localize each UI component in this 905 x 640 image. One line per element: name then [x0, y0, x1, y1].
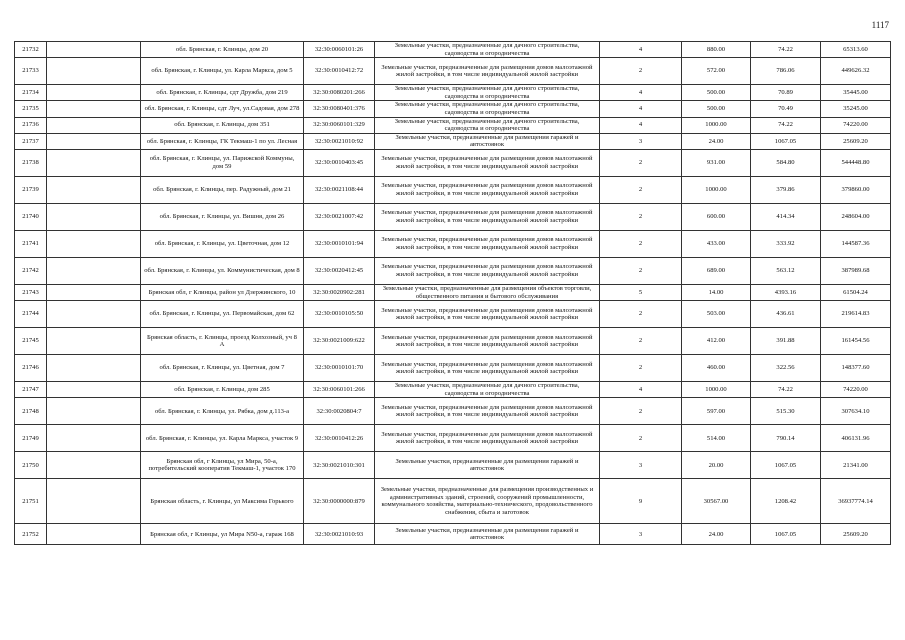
- specific-value-cell: 322.56: [751, 355, 821, 382]
- spacer-cell: [47, 301, 141, 328]
- specific-value-cell: 584.80: [751, 149, 821, 176]
- address-cell: обл. Брянская, г. Клинцы, ул. Цветочная, дом 12: [141, 230, 304, 257]
- area-cell: 600.00: [682, 203, 751, 230]
- specific-value-cell: 70.49: [751, 101, 821, 117]
- land-use-cell: Земельные участки, предназначенные для размещения домов малоэтажной жилой застройки, в том числе индивидуальной жилой застройки: [375, 230, 600, 257]
- cadastral-value-cell: 387989.68: [821, 257, 891, 284]
- row-number-cell: 21735: [15, 101, 47, 117]
- land-use-cell: Земельные участки, предназначенные для размещения объектов торговли, общественного питания и бытового обслуживания: [375, 284, 600, 300]
- area-cell: 500.00: [682, 85, 751, 101]
- table-row: [15, 328, 891, 355]
- row-number-cell: 21738: [15, 149, 47, 176]
- land-use-cell: Земельные участки, предназначенные для дачного строительства, садоводства и огородничества: [375, 117, 600, 133]
- land-use-cell: Земельные участки, предназначенные для размещения домов малоэтажной жилой застройки, в том числе индивидуальной жилой застройки: [375, 355, 600, 382]
- group-cell: 2: [600, 176, 682, 203]
- area-cell: 460.00: [682, 355, 751, 382]
- land-use-cell: Земельные участки, предназначенные для размещения домов малоэтажной жилой застройки, в том числе индивидуальной жилой застройки: [375, 328, 600, 355]
- area-cell: 20.00: [682, 452, 751, 479]
- spacer-cell: [47, 176, 141, 203]
- table-row: [15, 284, 891, 300]
- group-cell: 2: [600, 257, 682, 284]
- land-use-cell: Земельные участки, предназначенные для дачного строительства, садоводства и огородничества: [375, 382, 600, 398]
- specific-value-cell: 414.34: [751, 203, 821, 230]
- row-number-cell: 21751: [15, 479, 47, 524]
- spacer-cell: [47, 524, 141, 545]
- land-use-cell: Земельные участки, предназначенные для дачного строительства, садоводства и огородничества: [375, 101, 600, 117]
- area-cell: 572.00: [682, 58, 751, 85]
- area-cell: 30567.00: [682, 479, 751, 524]
- group-cell: 3: [600, 452, 682, 479]
- row-number-cell: 21740: [15, 203, 47, 230]
- area-cell: 14.00: [682, 284, 751, 300]
- cadastral-number-cell: 32:30:0010412:72: [304, 58, 375, 85]
- cadastral-value-cell: 379860.00: [821, 176, 891, 203]
- cadastral-value-cell: 61504.24: [821, 284, 891, 300]
- spacer-cell: [47, 355, 141, 382]
- spacer-cell: [47, 284, 141, 300]
- cadastral-number-cell: 32:30:0080201:266: [304, 85, 375, 101]
- row-number-cell: 21748: [15, 398, 47, 425]
- cadastral-number-cell: 32:30:0010412:26: [304, 425, 375, 452]
- area-cell: 931.00: [682, 149, 751, 176]
- table-body: [15, 42, 891, 545]
- specific-value-cell: 74.22: [751, 117, 821, 133]
- specific-value-cell: 74.22: [751, 382, 821, 398]
- specific-value-cell: 379.86: [751, 176, 821, 203]
- area-cell: 514.00: [682, 425, 751, 452]
- specific-value-cell: 4393.16: [751, 284, 821, 300]
- spacer-cell: [47, 101, 141, 117]
- group-cell: 2: [600, 328, 682, 355]
- address-cell: обл. Брянская, г. Клинцы, пер. Радужный, дом 21: [141, 176, 304, 203]
- row-number-cell: 21739: [15, 176, 47, 203]
- area-cell: 500.00: [682, 101, 751, 117]
- cadastral-number-cell: 32:30:0060101:26: [304, 42, 375, 58]
- cadastral-value-cell: 74220.00: [821, 382, 891, 398]
- specific-value-cell: 1208.42: [751, 479, 821, 524]
- specific-value-cell: 1067.05: [751, 524, 821, 545]
- cadastral-number-cell: 32:30:0021010:301: [304, 452, 375, 479]
- cadastral-number-cell: 32:30:0021010:92: [304, 133, 375, 149]
- table-row: [15, 101, 891, 117]
- row-number-cell: 21741: [15, 230, 47, 257]
- area-cell: 1000.00: [682, 176, 751, 203]
- spacer-cell: [47, 257, 141, 284]
- row-number-cell: 21746: [15, 355, 47, 382]
- cadastral-number-cell: 32:30:0021007:42: [304, 203, 375, 230]
- row-number-cell: 21742: [15, 257, 47, 284]
- spacer-cell: [47, 117, 141, 133]
- table-row: [15, 524, 891, 545]
- group-cell: 2: [600, 301, 682, 328]
- area-cell: 433.00: [682, 230, 751, 257]
- cadastral-number-cell: 32:30:0060101:266: [304, 382, 375, 398]
- group-cell: 2: [600, 398, 682, 425]
- cadastral-number-cell: 32:30:0080401:376: [304, 101, 375, 117]
- land-registry-table: [14, 41, 891, 545]
- land-use-cell: Земельные участки, предназначенные для размещения гаражей и автостоянок: [375, 133, 600, 149]
- address-cell: обл. Брянская, г. Клинцы, дом 351: [141, 117, 304, 133]
- group-cell: 9: [600, 479, 682, 524]
- cadastral-number-cell: 32:30:0060101:329: [304, 117, 375, 133]
- row-number-cell: 21737: [15, 133, 47, 149]
- area-cell: 24.00: [682, 133, 751, 149]
- specific-value-cell: 790.14: [751, 425, 821, 452]
- spacer-cell: [47, 398, 141, 425]
- address-cell: обл. Брянская, г. Клинцы, сдт Дружба, дом 219: [141, 85, 304, 101]
- table-row: [15, 452, 891, 479]
- address-cell: Брянская обл, г Клинцы, ул Мира, 50-а, потребительский кооператив Текмаш-1, участок 170: [141, 452, 304, 479]
- row-number-cell: 21733: [15, 58, 47, 85]
- address-cell: обл. Брянская, г. Клинцы, ул. Коммунистическая, дом 8: [141, 257, 304, 284]
- specific-value-cell: 74.22: [751, 42, 821, 58]
- spacer-cell: [47, 479, 141, 524]
- address-cell: Брянская обл, г Клинцы, район ул Дзержинского, 10: [141, 284, 304, 300]
- specific-value-cell: 563.12: [751, 257, 821, 284]
- cadastral-value-cell: 219614.83: [821, 301, 891, 328]
- group-cell: 5: [600, 284, 682, 300]
- cadastral-value-cell: 406131.96: [821, 425, 891, 452]
- area-cell: 24.00: [682, 524, 751, 545]
- cadastral-value-cell: 21341.00: [821, 452, 891, 479]
- group-cell: 4: [600, 42, 682, 58]
- spacer-cell: [47, 42, 141, 58]
- cadastral-value-cell: 65313.60: [821, 42, 891, 58]
- table-row: [15, 230, 891, 257]
- spacer-cell: [47, 149, 141, 176]
- specific-value-cell: 436.61: [751, 301, 821, 328]
- row-number-cell: 21743: [15, 284, 47, 300]
- group-cell: 4: [600, 101, 682, 117]
- cadastral-number-cell: 32:30:0000000:879: [304, 479, 375, 524]
- address-cell: обл. Брянская, г. Клинцы, ул. Цветная, дом 7: [141, 355, 304, 382]
- spacer-cell: [47, 58, 141, 85]
- cadastral-number-cell: 32:30:0010101:70: [304, 355, 375, 382]
- table-row: [15, 42, 891, 58]
- table-row: [15, 149, 891, 176]
- table-row: [15, 58, 891, 85]
- specific-value-cell: 515.30: [751, 398, 821, 425]
- address-cell: обл. Брянская, г. Клинцы, ул. Первомайская, дом 62: [141, 301, 304, 328]
- cadastral-value-cell: 35245.00: [821, 101, 891, 117]
- spacer-cell: [47, 203, 141, 230]
- address-cell: обл. Брянская, г. Клинцы, сдт Луч, ул.Садовая, дом 278: [141, 101, 304, 117]
- group-cell: 4: [600, 85, 682, 101]
- cadastral-value-cell: 161454.56: [821, 328, 891, 355]
- cadastral-value-cell: 449626.32: [821, 58, 891, 85]
- table-row: [15, 117, 891, 133]
- address-cell: обл. Брянская, г. Клинцы, ул. Карла Маркса, участок 9: [141, 425, 304, 452]
- spacer-cell: [47, 425, 141, 452]
- cadastral-value-cell: 148377.60: [821, 355, 891, 382]
- group-cell: 2: [600, 355, 682, 382]
- cadastral-value-cell: 307634.10: [821, 398, 891, 425]
- cadastral-value-cell: 25609.20: [821, 524, 891, 545]
- specific-value-cell: 1067.05: [751, 133, 821, 149]
- group-cell: 2: [600, 58, 682, 85]
- area-cell: 597.00: [682, 398, 751, 425]
- cadastral-number-cell: 32:30:0010403:45: [304, 149, 375, 176]
- address-cell: обл. Брянская, г. Клинцы, дом 20: [141, 42, 304, 58]
- cadastral-value-cell: 144587.36: [821, 230, 891, 257]
- address-cell: обл. Брянская, г. Клинцы, дом 285: [141, 382, 304, 398]
- row-number-cell: 21732: [15, 42, 47, 58]
- row-number-cell: 21736: [15, 117, 47, 133]
- land-use-cell: Земельные участки, предназначенные для размещения домов малоэтажной жилой застройки, в том числе индивидуальной жилой застройки: [375, 176, 600, 203]
- table-row: [15, 425, 891, 452]
- land-use-cell: Земельные участки, предназначенные для размещения гаражей и автостоянок: [375, 524, 600, 545]
- table-row: [15, 203, 891, 230]
- group-cell: 4: [600, 382, 682, 398]
- address-cell: обл. Брянская, г. Клинцы, ул. Парижской Коммуны, дом 59: [141, 149, 304, 176]
- specific-value-cell: 391.88: [751, 328, 821, 355]
- address-cell: обл. Брянская, г. Клинцы, ул. Карла Маркса, дом 5: [141, 58, 304, 85]
- cadastral-number-cell: 32:30:0010105:50: [304, 301, 375, 328]
- specific-value-cell: 1067.05: [751, 452, 821, 479]
- area-cell: 1000.00: [682, 382, 751, 398]
- row-number-cell: 21744: [15, 301, 47, 328]
- table-row: [15, 85, 891, 101]
- group-cell: 3: [600, 524, 682, 545]
- land-use-cell: Земельные участки, предназначенные для размещения домов малоэтажной жилой застройки, в том числе индивидуальной жилой застройки: [375, 58, 600, 85]
- land-use-cell: Земельные участки, предназначенные для размещения домов малоэтажной жилой застройки, в том числе индивидуальной жилой застройки: [375, 203, 600, 230]
- area-cell: 1000.00: [682, 117, 751, 133]
- specific-value-cell: 70.89: [751, 85, 821, 101]
- spacer-cell: [47, 133, 141, 149]
- row-number-cell: 21734: [15, 85, 47, 101]
- specific-value-cell: 333.92: [751, 230, 821, 257]
- group-cell: 4: [600, 117, 682, 133]
- address-cell: Брянская обл, г Клинцы, ул Мира N50-а, гараж 168: [141, 524, 304, 545]
- cadastral-value-cell: 248604.00: [821, 203, 891, 230]
- land-use-cell: Земельные участки, предназначенные для размещения производственных и административных зданий, строений, сооружений промышленности, коммунального хозяйства, материально-технического, продовольственного снабжения, сбыта и заготовок: [375, 479, 600, 524]
- address-cell: обл. Брянская, г. Клинцы, ул. Рябка, дом д.113-а: [141, 398, 304, 425]
- cadastral-number-cell: 32:30:0020412:45: [304, 257, 375, 284]
- table-row: [15, 176, 891, 203]
- row-number-cell: 21752: [15, 524, 47, 545]
- spacer-cell: [47, 230, 141, 257]
- group-cell: 2: [600, 230, 682, 257]
- table-row: [15, 382, 891, 398]
- area-cell: 412.00: [682, 328, 751, 355]
- table-row: [15, 301, 891, 328]
- land-use-cell: Земельные участки, предназначенные для размещения домов малоэтажной жилой застройки, в том числе индивидуальной жилой застройки: [375, 301, 600, 328]
- cadastral-value-cell: 544448.80: [821, 149, 891, 176]
- land-use-cell: Земельные участки, предназначенные для дачного строительства, садоводства и огородничества: [375, 42, 600, 58]
- row-number-cell: 21750: [15, 452, 47, 479]
- table-row: [15, 479, 891, 524]
- cadastral-number-cell: 32:30:0021108:44: [304, 176, 375, 203]
- row-number-cell: 21745: [15, 328, 47, 355]
- area-cell: 503.00: [682, 301, 751, 328]
- cadastral-number-cell: 32:30:0010101:94: [304, 230, 375, 257]
- land-use-cell: Земельные участки, предназначенные для размещения домов малоэтажной жилой застройки, в том числе индивидуальной жилой застройки: [375, 257, 600, 284]
- specific-value-cell: 786.06: [751, 58, 821, 85]
- cadastral-number-cell: 32:30:0020902:281: [304, 284, 375, 300]
- table-row: [15, 133, 891, 149]
- spacer-cell: [47, 382, 141, 398]
- land-use-cell: Земельные участки, предназначенные для размещения домов малоэтажной жилой застройки, в том числе индивидуальной жилой застройки: [375, 149, 600, 176]
- row-number-cell: 21747: [15, 382, 47, 398]
- row-number-cell: 21749: [15, 425, 47, 452]
- cadastral-number-cell: 32:30:0021009:622: [304, 328, 375, 355]
- cadastral-value-cell: 74220.00: [821, 117, 891, 133]
- address-cell: Брянская область, г. Клинцы, проезд Колхозный, уч 8 А: [141, 328, 304, 355]
- spacer-cell: [47, 452, 141, 479]
- address-cell: обл. Брянская, г. Клинцы, ГК Текмаш-1 по ул. Лесная: [141, 133, 304, 149]
- page-number: 1117: [871, 20, 889, 30]
- table-row: [15, 257, 891, 284]
- land-use-cell: Земельные участки, предназначенные для размещения домов малоэтажной жилой застройки, в том числе индивидуальной жилой застройки: [375, 398, 600, 425]
- spacer-cell: [47, 328, 141, 355]
- cadastral-value-cell: 36937774.14: [821, 479, 891, 524]
- address-cell: обл. Брянская, г. Клинцы, ул. Вишня, дом 26: [141, 203, 304, 230]
- land-use-cell: Земельные участки, предназначенные для дачного строительства, садоводства и огородничества: [375, 85, 600, 101]
- spacer-cell: [47, 85, 141, 101]
- table-row: [15, 355, 891, 382]
- address-cell: Брянская область, г. Клинцы, ул Максима Горького: [141, 479, 304, 524]
- cadastral-number-cell: 32:30:0021010:93: [304, 524, 375, 545]
- group-cell: 2: [600, 149, 682, 176]
- cadastral-value-cell: 25609.20: [821, 133, 891, 149]
- group-cell: 2: [600, 203, 682, 230]
- table-row: [15, 398, 891, 425]
- area-cell: 689.00: [682, 257, 751, 284]
- land-use-cell: Земельные участки, предназначенные для размещения гаражей и автостоянок: [375, 452, 600, 479]
- land-use-cell: Земельные участки, предназначенные для размещения домов малоэтажной жилой застройки, в том числе индивидуальной жилой застройки: [375, 425, 600, 452]
- area-cell: 880.00: [682, 42, 751, 58]
- cadastral-number-cell: 32:30:0020804:7: [304, 398, 375, 425]
- group-cell: 3: [600, 133, 682, 149]
- group-cell: 2: [600, 425, 682, 452]
- cadastral-value-cell: 35445.00: [821, 85, 891, 101]
